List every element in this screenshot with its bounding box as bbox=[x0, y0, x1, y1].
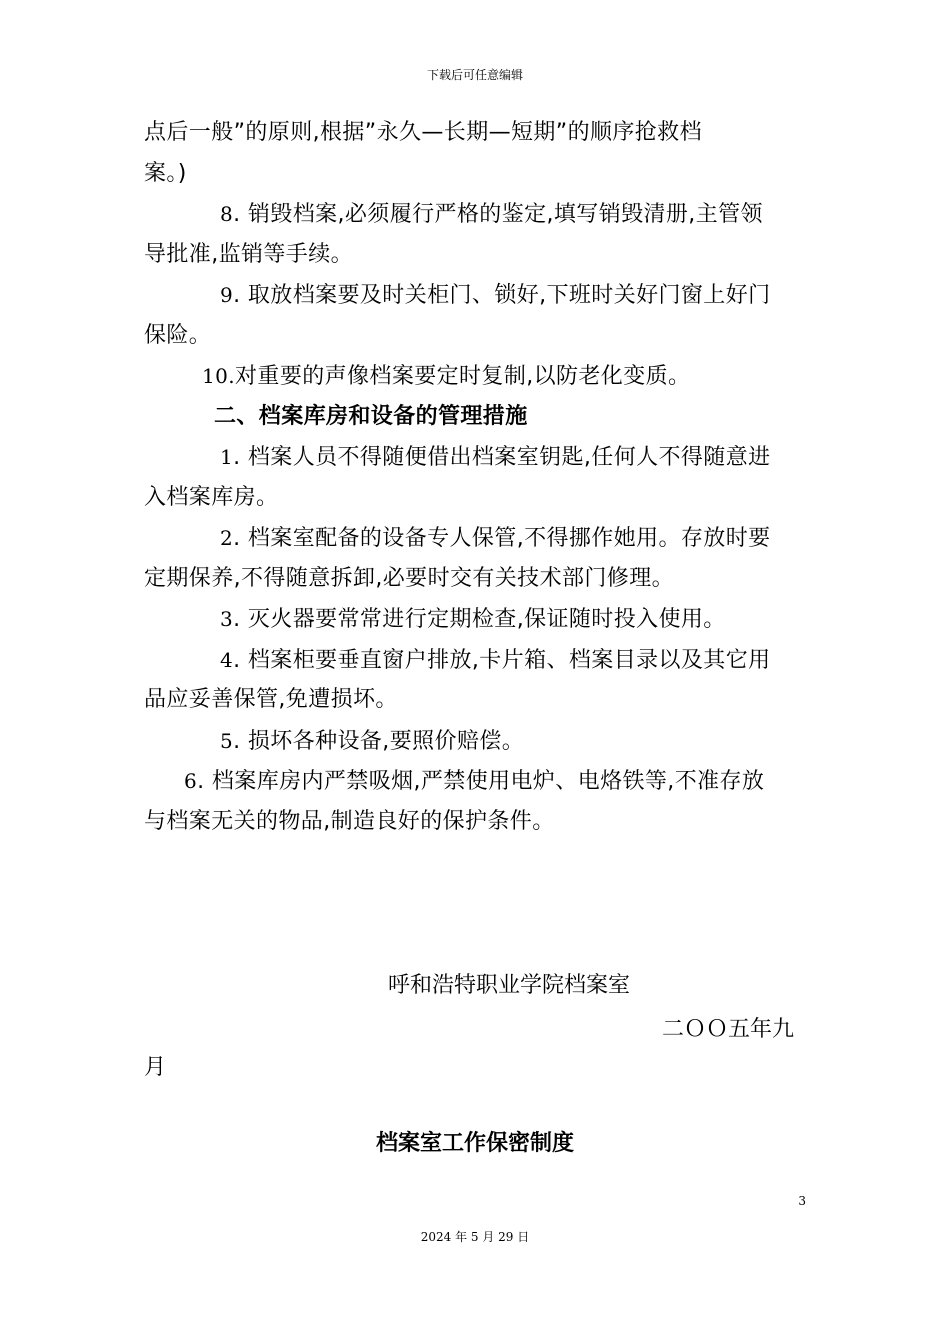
signature-date: 二ＯＯ五年九 bbox=[662, 1017, 795, 1042]
signature-date-continued: 月 bbox=[144, 1055, 167, 1080]
list-item-4: 4. 档案柜要垂直窗户排放,卡片箱、档案目录以及其它用 bbox=[220, 647, 771, 673]
paragraph-line: 品应妥善保管,免遭损坏。 bbox=[144, 687, 398, 712]
item-number: 3 bbox=[220, 607, 234, 631]
item-number: 8 bbox=[220, 202, 234, 226]
item-number: 6 bbox=[184, 769, 198, 793]
section-heading: 二、档案库房和设备的管理措施 bbox=[214, 403, 528, 429]
page-number: 3 bbox=[798, 1194, 806, 1208]
list-item-9: 9. 取放档案要及时关柜门、锁好,下班时关好门窗上好门 bbox=[220, 283, 771, 308]
item-number: 1 bbox=[220, 445, 234, 469]
list-item-3: 3. 灭火器要常常进行定期检查,保证随时投入使用。 bbox=[220, 607, 726, 632]
paragraph-line: 案。) bbox=[144, 160, 187, 186]
paragraph-line: 导批准,监销等手续。 bbox=[144, 241, 353, 267]
list-item-6: 6. 档案库房内严禁吸烟,严禁使用电炉、电烙铁等,不准存放 bbox=[184, 769, 765, 794]
list-item-2: 2. 档案室配备的设备专人保管,不得挪作她用。存放时要 bbox=[220, 526, 771, 551]
item-number: 5 bbox=[220, 728, 234, 753]
paragraph-line: 入档案库房。 bbox=[144, 484, 279, 510]
page-footer: 2024 年 5 月 29 日 bbox=[420, 1230, 530, 1244]
paragraph-line: 与档案无关的物品,制造良好的保护条件。 bbox=[144, 808, 555, 834]
paragraph-line: 定期保养,不得随意拆卸,必要时交有关技术部门修理。 bbox=[144, 565, 674, 591]
list-item-8: 8. 销毁档案,必须履行严格的鉴定,填写销毁清册,主管领 bbox=[220, 202, 763, 227]
item-number: 4 bbox=[220, 647, 234, 672]
list-item-1: 1. 档案人员不得随便借出档案室钥匙,任何人不得随意进 bbox=[220, 445, 771, 470]
item-number: 10. bbox=[202, 364, 236, 388]
document-body bbox=[144, 113, 800, 842]
paragraph-line: 点后一般”的原则,根据”永久—长期—短期”的顺序抢救档 bbox=[144, 120, 702, 145]
item-number: 9 bbox=[220, 283, 234, 307]
next-section-title: 档案室工作保密制度 bbox=[375, 1131, 574, 1156]
signature-organization: 呼和浩特职业学院档案室 bbox=[388, 973, 631, 998]
list-item-10: 10.对重要的声像档案要定时复制,以防老化变质。 bbox=[202, 364, 691, 389]
item-number: 2 bbox=[220, 526, 234, 550]
list-item-5: 5. 损坏各种设备,要照价赔偿。 bbox=[220, 728, 525, 754]
paragraph-line: 保险。 bbox=[144, 322, 212, 348]
page-header: 下载后可任意编辑 bbox=[426, 68, 523, 82]
